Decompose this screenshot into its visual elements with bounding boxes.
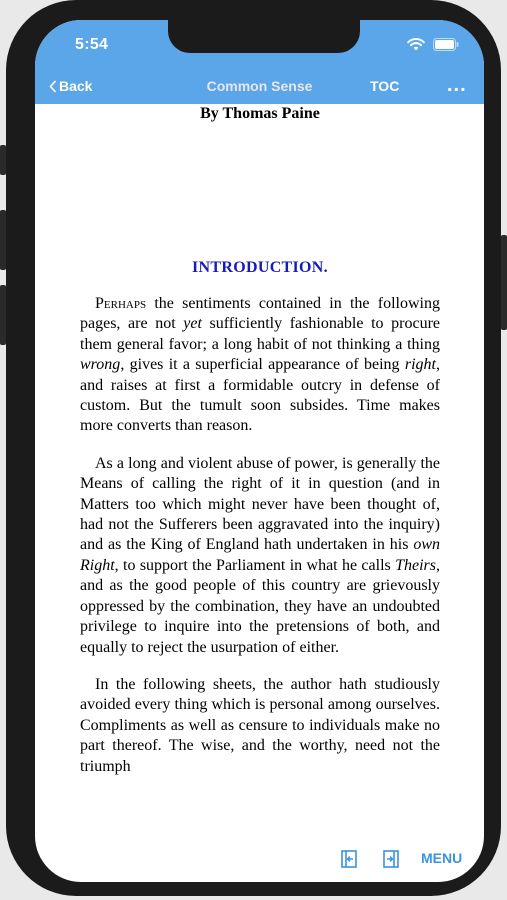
paragraph-1-emphasis: wrong xyxy=(80,356,121,374)
back-button-label: Back xyxy=(59,78,93,94)
paragraph-3: In the following sheets, the author hath studiously avoided every thing which is personal among ourselves. Compliments as well as censure to individuals make no part thereof. The wise, and the worthy, need not the triumph xyxy=(80,675,440,775)
status-time: 5:54 xyxy=(75,36,109,53)
paragraph-1 xyxy=(80,294,440,437)
phone-body xyxy=(6,0,501,896)
paragraph-1-text: sufficiently fashionable to procure them general favor; a long habit of not thinking a thing xyxy=(80,315,440,353)
paragraph-2-text: , to support the Parliament in what he calls xyxy=(114,556,396,574)
camera-notch xyxy=(168,20,360,53)
toc-button[interactable]: TOC xyxy=(370,78,400,94)
paragraph-2 xyxy=(80,454,440,658)
navigation-header xyxy=(35,20,484,104)
paragraph-1-text: the sentiments contained in the following pages, are not xyxy=(80,295,440,333)
next-page-icon[interactable] xyxy=(383,850,399,868)
previous-page-icon[interactable] xyxy=(341,850,357,868)
menu-button[interactable]: MENU xyxy=(421,850,463,866)
paragraph-2-emphasis: own Right xyxy=(80,536,440,574)
paragraph-1-emphasis: yet xyxy=(183,315,202,333)
paragraph-1-text: , gives it a superficial appearance of being xyxy=(120,356,405,374)
section-title: INTRODUCTION. xyxy=(192,259,328,276)
page-title: Common Sense xyxy=(206,78,313,94)
status-icons xyxy=(407,38,459,51)
paragraph-1-text: , and raises at first a formidable outcry in defense of custom. But the tumult soon subsides. Time makes more converts than reason. xyxy=(80,356,440,435)
power-button xyxy=(501,235,507,330)
paragraph-2-emphasis: Theirs xyxy=(395,556,436,574)
book-byline: By Thomas Paine xyxy=(200,105,320,122)
wifi-icon xyxy=(407,38,425,51)
paragraph-2-text: As a long and violent abuse of power, is generally the Means of calling the right of it in question (and in Matters too which might never have been thought of, had not the Sufferers been aggravated into the inquiry) and as the King of England hath undertaken in his xyxy=(80,454,440,554)
reader-content xyxy=(80,104,440,777)
paragraph-1-emphasis: right xyxy=(404,356,436,374)
reader-toolbar xyxy=(35,844,484,882)
more-options-button[interactable]: ... xyxy=(447,74,467,96)
screen xyxy=(35,20,484,882)
battery-icon xyxy=(433,38,459,51)
paragraph-2-text: , and as the good people of this country are grievously oppressed by the combination, they have an undoubted privilege to inquire into the pretensions of both, and equally to reject the usurpation of either. xyxy=(80,556,440,656)
paragraph-1-lead: Perhaps xyxy=(95,295,147,312)
